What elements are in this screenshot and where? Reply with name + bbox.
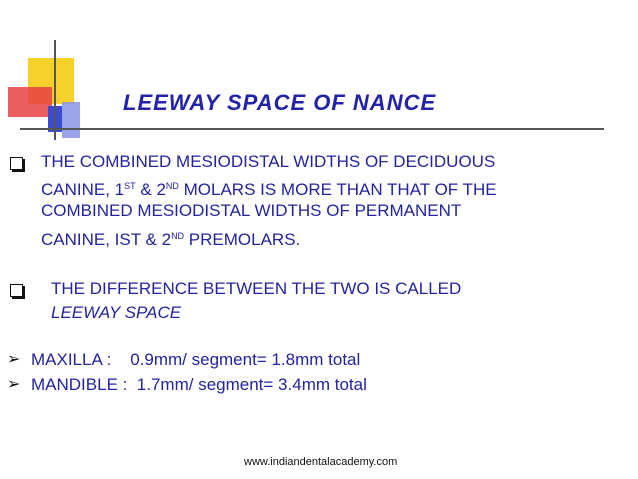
arrowhead-bullet-icon: ➢ (7, 376, 21, 393)
title-underline (20, 128, 604, 130)
mandible-line: MANDIBLE : 1.7mm/ segment= 3.4mm total (31, 375, 367, 394)
footer-url: www.indiandentalacademy.com (244, 456, 398, 468)
bullet2-line1: THE DIFFERENCE BETWEEN THE TWO IS CALLED (51, 279, 462, 298)
logo-lightblue-square (62, 102, 80, 138)
maxilla-line: MAXILLA : 0.9mm/ segment= 1.8mm total (31, 350, 361, 369)
bullet1-line1: THE COMBINED MESIODISTAL WIDTHS OF DECIDUOUS (41, 152, 496, 171)
arrowhead-bullet-icon: ➢ (7, 351, 21, 368)
slide-title: LEEWAY SPACE OF NANCE (123, 90, 437, 115)
bullet1-line2: CANINE, 1ST & 2ND MOLARS IS MORE THAN THAT OF THE (41, 180, 497, 199)
bullet2-line2-leeway-space: LEEWAY SPACE (51, 303, 182, 322)
bullet1-line3: COMBINED MESIODISTAL WIDTHS OF PERMANENT (41, 201, 462, 220)
square-bullet-icon (10, 157, 23, 170)
square-bullet-icon (10, 284, 23, 297)
bullet1-line4: CANINE, IST & 2ND PREMOLARS. (41, 230, 301, 249)
logo-red-square (8, 87, 52, 117)
logo-vertical-line (54, 40, 56, 140)
